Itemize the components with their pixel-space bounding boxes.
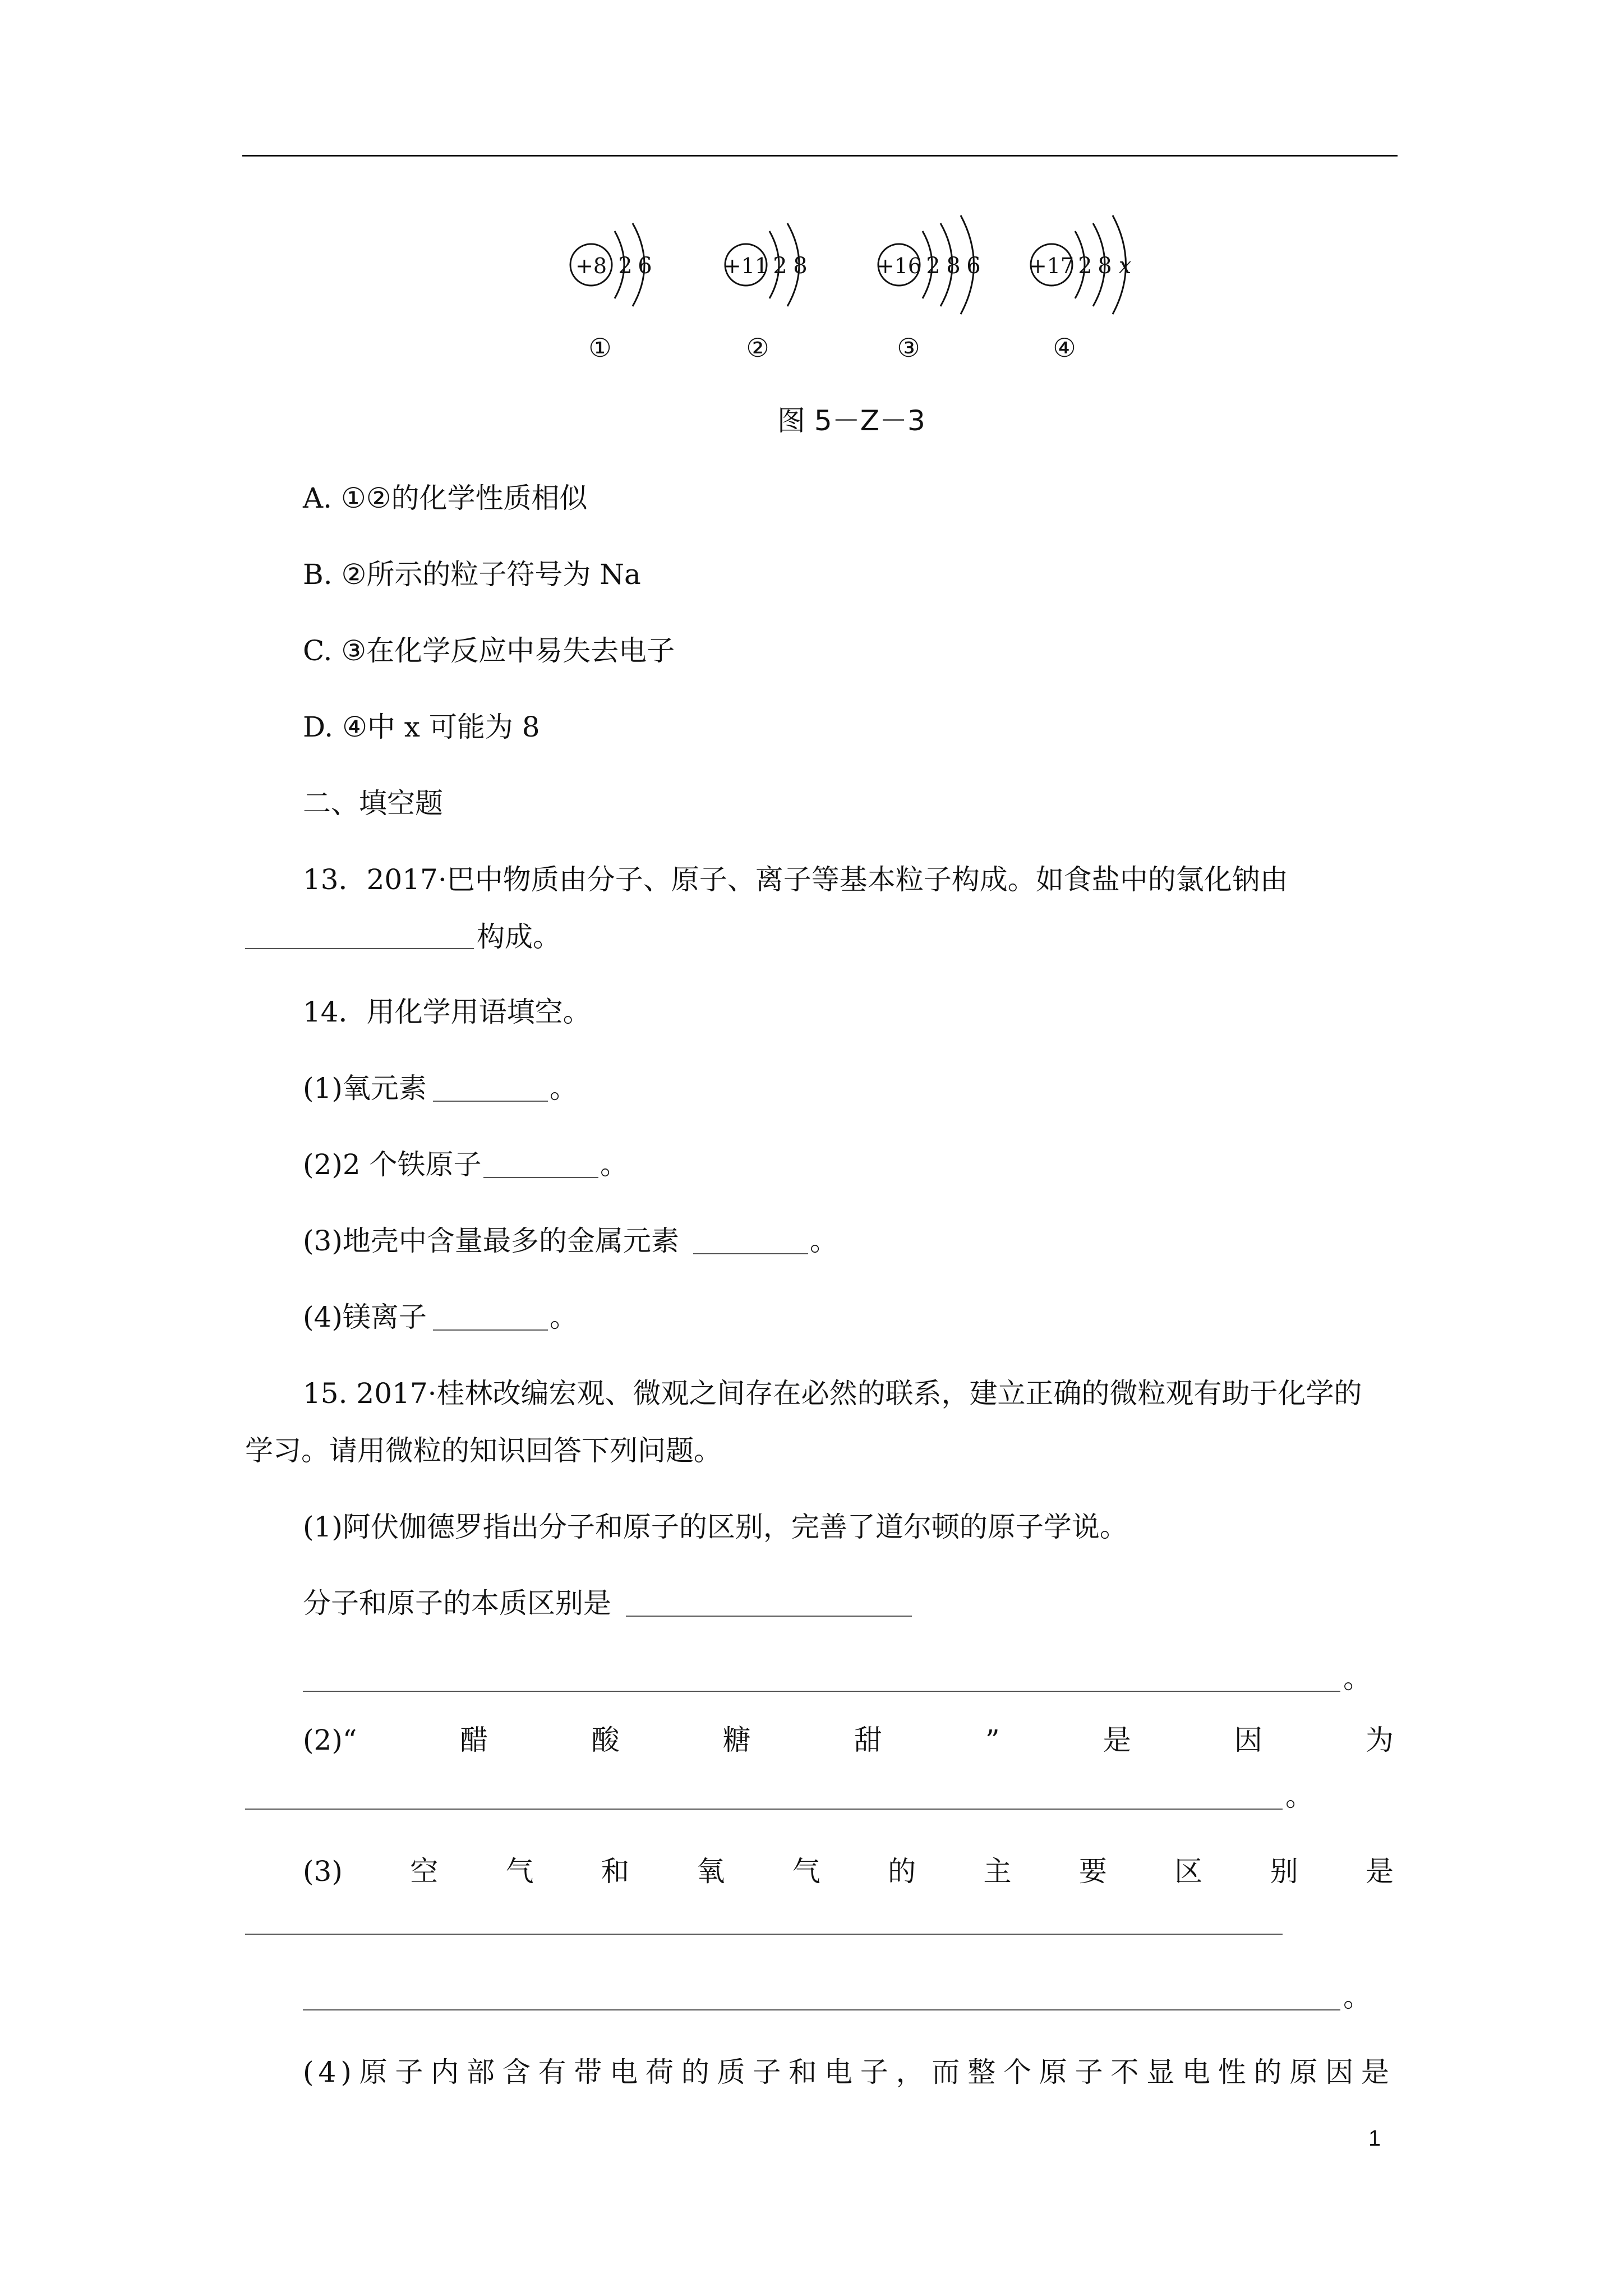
atom-3-shell-1: 2 [926,253,940,279]
q15-line1: 15. 2017·桂林改编宏观、微观之间存在必然的联系，建立正确的微粒观有助于化学的 [303,1377,1362,1410]
q15-part3-char: 别 [1270,1855,1298,1888]
q13-tail: 构成。 [477,921,561,953]
q15-part2-char: 是 [1103,1724,1131,1756]
option-c: C. ③在化学反应中易失去电子 [303,634,675,667]
atom-diagram-4 [1029,215,1131,314]
q15-part3-blank-b[interactable] [303,2009,1340,2010]
section-title: 二、填空题 [303,787,443,820]
q15-part2-char: (2)“ [303,1724,357,1756]
q14-title: 14．用化学用语填空。 [303,996,591,1028]
q15-part3-char: 气 [792,1855,820,1888]
q15-part3-char: 和 [601,1855,629,1888]
q15-part4: (4)原子内部含有带电荷的质子和电子，而整个原子不显电性的原因是 [303,2056,1394,2088]
q14-item-4-end: 。 [550,1301,578,1333]
q15-part2-period: 。 [1285,1780,1313,1812]
atom-2-nucleus: +11 [723,254,769,278]
page-number: 1 [1368,2126,1381,2151]
q15-part3-char: 空 [410,1855,439,1888]
q15-part1-period: 。 [1343,1662,1371,1695]
atom-structure-figure [0,0,1623,404]
atom-1-label: ① [588,333,612,363]
q15-part2-char: 为 [1365,1724,1394,1756]
atom-3-label: ③ [897,333,920,363]
q14-item-4-label: (4)镁离子 [303,1301,427,1333]
q15-part1-blank-b[interactable] [303,1691,1340,1692]
option-b: B. ②所示的粒子符号为 Na [303,558,641,591]
atom-1-nucleus: +8 [575,254,607,278]
q15-part3-blank-a[interactable] [245,1934,1283,1935]
q14-item-2-end: 。 [600,1148,628,1181]
q15-part3-line [303,1855,1394,1888]
atom-2-label: ② [746,333,769,363]
q15-part2-blank[interactable] [245,1809,1283,1810]
q15-part2-char: 酸 [591,1724,620,1756]
q14-item-1-blank[interactable] [433,1101,548,1102]
q15-part3-period: 。 [1343,1981,1371,2013]
q15-part3-char: 气 [505,1855,534,1888]
atom-3-shell-2: 8 [946,253,961,279]
atom-1-shell-2: 6 [638,253,652,279]
option-d: D. ④中 x 可能为 8 [303,711,540,743]
q15-line2: 学习。请用微粒的知识回答下列问题。 [245,1434,722,1467]
atom-4-shell-1: 2 [1078,253,1092,279]
figure-caption: 图 5－Z－3 [777,404,925,437]
atom-4-label: ④ [1053,333,1076,363]
atom-diagram-3 [877,215,981,314]
q15-part2-char: 甜 [854,1724,882,1756]
q14-item-3-end: 。 [810,1225,838,1257]
q15-part1-lead: 分子和原子的本质区别是 [303,1587,611,1619]
q15-part3-char: 氧 [697,1855,725,1888]
atom-4-nucleus: +17 [1029,254,1075,278]
q15-part3-char: 主 [983,1855,1012,1888]
atom-2-shell-1: 2 [773,253,787,279]
q15-part1-intro: (1)阿伏伽德罗指出分子和原子的区别，完善了道尔顿的原子学说。 [303,1511,1128,1543]
q14-item-3-label: (3)地壳中含量最多的金属元素 [303,1225,679,1257]
q14-item-1-label: (1)氧元素 [303,1072,427,1105]
q14-item-4-blank[interactable] [433,1329,548,1331]
q13-line1: 13．2017·巴中物质由分子、原子、离子等基本粒子构成。如食盐中的氯化钠由 [303,863,1288,896]
q14-item-2-blank[interactable] [483,1177,598,1178]
q14-item-3-blank[interactable] [693,1253,808,1254]
q13-blank[interactable] [245,948,474,949]
atom-4-shell-3: x [1118,253,1132,279]
atom-3-shell-3: 6 [966,253,981,279]
q14-item-1-end: 。 [550,1072,578,1105]
atom-4-shell-2: 8 [1098,253,1112,279]
q15-part3-char: (3) [303,1855,343,1888]
atom-diagram-2 [723,223,808,306]
option-a: A. ①②的化学性质相似 [303,482,588,514]
q15-part2-char: 糖 [722,1724,751,1756]
atom-diagram-1 [570,223,652,306]
q15-part3-char: 是 [1365,1855,1394,1888]
q15-part2-line [303,1723,1394,1757]
q15-part2-char: 因 [1234,1724,1262,1756]
q15-part3-char: 要 [1078,1855,1107,1888]
atom-3-nucleus: +16 [876,254,922,278]
q15-part3-char: 的 [888,1855,916,1888]
atom-1-shell-1: 2 [618,253,633,279]
q15-part2-char: 醋 [460,1724,488,1756]
atom-2-shell-2: 8 [793,253,808,279]
q15-part3-char: 区 [1174,1855,1203,1888]
q15-part1-blank-a[interactable] [626,1616,912,1617]
q14-item-2-label: (2)2 个铁原子 [303,1148,482,1181]
q15-part2-char: ” [985,1724,1000,1756]
